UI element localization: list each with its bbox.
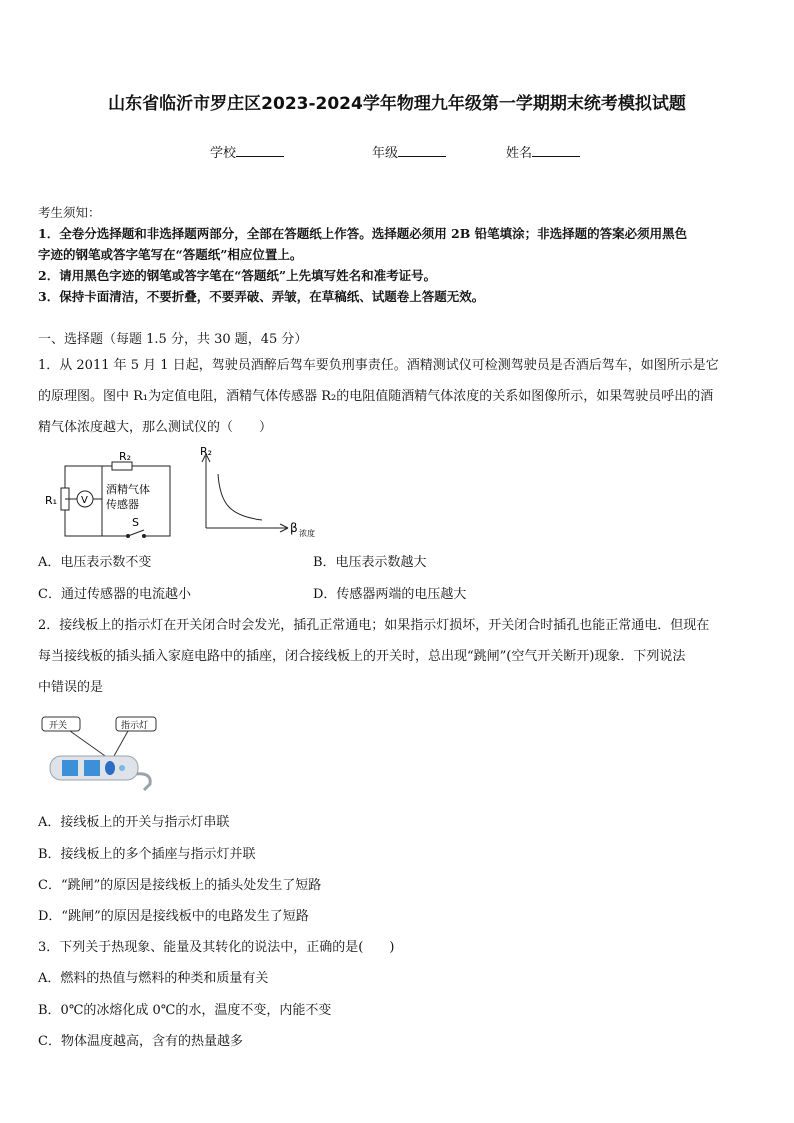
school-blank: [236, 144, 284, 157]
sensor-label-1: 酒精气体: [106, 483, 150, 496]
q3-option-c: C．物体温度越高，含有的热量越多: [38, 1034, 243, 1049]
name-blank: [532, 144, 580, 157]
sensor-label-2: 传感器: [106, 498, 139, 511]
lamp-callout-label: 指示灯: [121, 721, 149, 731]
section-heading: 一、选择题（每题 1.5 分，共 30 题，45 分）: [38, 332, 308, 347]
switch-button: [105, 761, 115, 775]
power-cord: [135, 774, 150, 790]
q1-line-3: 精气体浓度越大，那么测试仪的（ ）: [38, 420, 273, 435]
q1-line-1: 1．从 2011 年 5 月 1 日起，驾驶员酒醉后驾车要负刑事责任。酒精测试仪可检测驾驶员是否酒后驾车，如图所示是它: [38, 358, 719, 373]
q1-option-b: B．电压表示数越大: [313, 555, 427, 570]
q1-line-2: 的原理图。图中 R₁为定值电阻，酒精气体传感器 R₂的电阻值随酒精气体浓度的关系如图像所示，如果驾驶员呼出的酒: [38, 389, 714, 404]
q2-line-2: 每当接线板的插头插入家庭电路中的插座，闭合接线板上的开关时，总出现“跳闸”(空气开关断开)现象．下列说法: [38, 649, 686, 664]
q1-figure: [40, 446, 340, 542]
q2-option-d: D．“跳闸”的原因是接线板中的电路发生了短路: [38, 909, 309, 924]
voltmeter-label: V: [81, 495, 88, 506]
name-field: [506, 142, 580, 161]
notice-item-2: 2．请用黑色字迹的钢笔或答字笔在“答题纸”上先填写姓名和准考证号。: [38, 268, 437, 283]
grade-field: [372, 142, 446, 161]
name-label: 姓名: [506, 146, 533, 161]
q2-figure: [40, 712, 160, 792]
school-field: [210, 142, 284, 161]
school-label: 学校: [210, 146, 237, 161]
q2-option-a: A．接线板上的开关与指示灯串联: [38, 815, 230, 830]
grade-blank: [398, 144, 446, 157]
q3-option-a: A．燃料的热值与燃料的种类和质量有关: [38, 971, 269, 986]
q2-line-1: 2．接线板上的指示灯在开关闭合时会发光，插孔正常通电；如果指示灯损坏，开关闭合时插孔也能正常通电．但现在: [38, 618, 710, 633]
grade-label: 年级: [372, 146, 399, 161]
switch-label: S: [132, 516, 139, 529]
notice-heading: 考生须知：: [38, 205, 101, 220]
notice-item-1-line-2: 字迹的钢笔或答字笔写在“答题纸”相应位置上。: [38, 247, 303, 262]
notice-item-3: 3．保持卡面清洁，不要折叠，不要弄破、弄皱，在草稿纸、试题卷上答题无效。: [38, 289, 485, 304]
q1-option-d: D．传感器两端的电压越大: [313, 587, 467, 602]
switch-callout-label: 开关: [49, 721, 68, 731]
q1-option-c: C．通过传感器的电流越小: [38, 587, 191, 602]
notice-item-1-line-1: 1．全卷分选择题和非选择题两部分，全部在答题纸上作答。选择题必须用 2B 铅笔填涂；非选择题的答案必须用黑色: [38, 226, 688, 241]
indicator-lamp: [119, 765, 125, 771]
socket-2: [84, 760, 100, 776]
graph-y-label: R₂: [200, 446, 213, 458]
q2-option-b: B．接线板上的多个插座与指示灯并联: [38, 847, 256, 862]
q3-line-1: 3．下列关于热现象、能量及其转化的说法中，正确的是( ): [38, 940, 395, 955]
graph-x-label: β: [290, 521, 298, 535]
page-title: 山东省临沂市罗庄区2023-2024学年物理九年级第一学期期末统考模拟试题: [108, 94, 686, 114]
socket-1: [62, 760, 78, 776]
resistor-r2: [112, 462, 132, 470]
q3-option-b: B．0℃的冰熔化成 0℃的水，温度不变，内能不变: [38, 1003, 332, 1018]
r1-label: R₁: [45, 494, 58, 507]
graph-curve: [218, 474, 262, 520]
q2-option-c: C．“跳闸”的原因是接线板上的插头处发生了短路: [38, 878, 322, 893]
r2-label: R₂: [119, 450, 132, 463]
graph-x-sub-label: 浓度: [299, 529, 315, 538]
q1-option-a: A．电压表示数不变: [38, 555, 152, 570]
q2-line-3: 中错误的是: [38, 680, 104, 695]
